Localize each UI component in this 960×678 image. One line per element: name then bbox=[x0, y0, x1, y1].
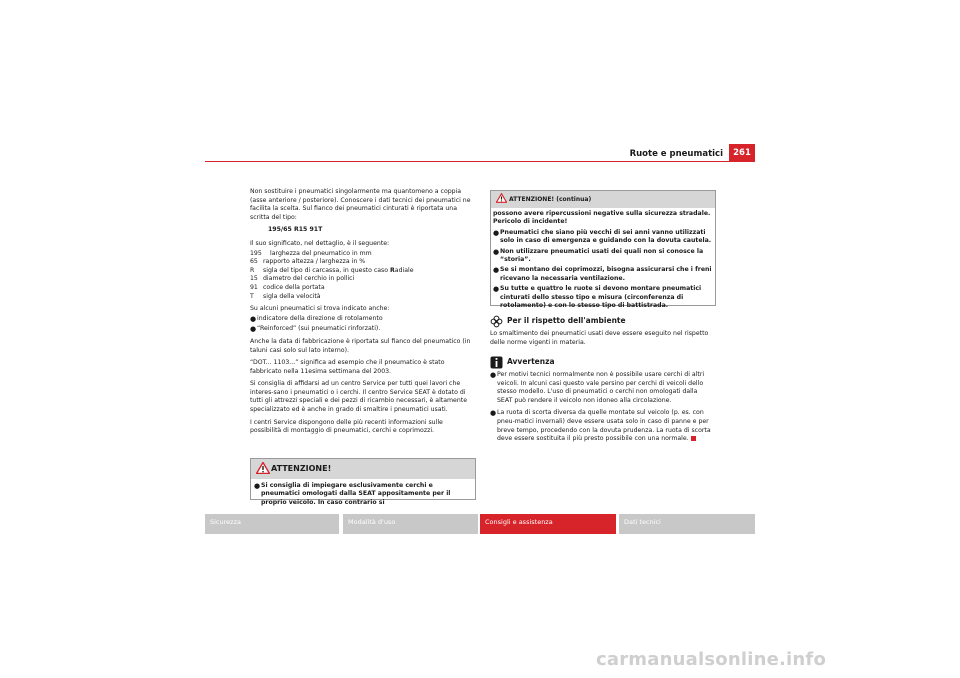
spec-list bbox=[250, 250, 472, 302]
environment-section bbox=[490, 315, 714, 347]
spec-row: 91 codice della portata bbox=[250, 283, 325, 291]
warning-triangle-icon bbox=[496, 193, 507, 203]
paragraph: I centri Service dispongono delle più recenti informazioni sulle possibilità di montaggio di pneumatici, cerchi e coprimozzi. bbox=[250, 418, 443, 435]
paragraph: Il suo significato, nel dettaglio, è il seguente: bbox=[250, 239, 390, 247]
footer-tab-operation[interactable]: Modalità d'uso bbox=[343, 514, 478, 534]
bullet-icon: ● bbox=[493, 247, 500, 256]
paragraph: Si consiglia di affidarsi ad un centro Service per tutti quei lavori che interes-sano i pneumatici o i cerchi. Il centro Service SEAT è dotato di tutti gli attrezzi speciali e dei pezzi di ricambio necessari, è altamente specializzato ed è anche in grado di smaltire i pneumatici usati. bbox=[250, 380, 468, 414]
left-column bbox=[250, 188, 472, 440]
warning-triangle-icon bbox=[256, 462, 270, 474]
footer-tab-safety[interactable]: Sicurezza bbox=[205, 514, 339, 534]
warning-header bbox=[251, 459, 475, 479]
page-number: 261 bbox=[729, 144, 755, 162]
bullet-icon: ● bbox=[250, 325, 257, 334]
list-item: ● Non utilizzare pneumatici usati dei quali non si conosce la “storia”. bbox=[493, 247, 704, 264]
header-title: Ruote e pneumatici bbox=[629, 149, 723, 159]
list-item: ● La ruota di scorta diversa da quelle montate sul veicolo (p. es. con pneu-matici invernali) deve essere usata solo in caso di panne e per breve tempo, procedendo con la dovuta prudenza. La ruota di scorta deve essere sostituita il più presto possibile con una normale. bbox=[490, 409, 711, 443]
list-item: ● Su tutte e quattro le ruote si devono montare pneumatici cinturati dello stesso tipo e misura (circonferenza di rotolamento) e con lo stesso tipo di battistrada. bbox=[493, 285, 702, 310]
list-item: ● Per motivi tecnici normalmente non è possibile usare cerchi di altri veicoli. In alcuni casi questo vale persino per cerchi di veicoli dello stesso modello. L'uso di pneumatici o cerchi non omologati dalla SEAT può rendere il veicolo non idoneo alla circolazione. bbox=[490, 371, 705, 404]
warning-body bbox=[491, 208, 715, 310]
warning-text: ● Si consiglia di impiegare esclusivamente cerchi e pneumatici omologati dalla SEAT appositamente per il proprio veicolo. In caso contrario si bbox=[254, 482, 451, 506]
bullet-icon: ● bbox=[490, 409, 497, 418]
paragraph: Su alcuni pneumatici si trova indicato anche: bbox=[250, 305, 390, 313]
info-icon bbox=[490, 356, 503, 369]
section-text: Lo smaltimento dei pneumatici usati deve essere eseguito nel rispetto delle norme vigenti in materia. bbox=[490, 330, 709, 346]
warning-title: ATTENZIONE! bbox=[271, 464, 332, 473]
warning-title: ATTENZIONE! (continua) bbox=[509, 196, 592, 203]
footer-tab-tips[interactable]: Consigli e assistenza bbox=[480, 514, 616, 534]
warning-lead: possono avere ripercussioni negative sulla sicurezza stradale. Pericolo di incidente! bbox=[493, 210, 711, 226]
note-section bbox=[490, 356, 714, 446]
list-item: ● “Reinforced” (sui pneumatici rinforzati). bbox=[250, 325, 381, 334]
list-item: ● Pneumatici che siano più vecchi di sei anni vanno utilizzati solo in caso di emergenza e guidando con la dovuta cautela. bbox=[493, 228, 712, 245]
warning-continued-box bbox=[490, 190, 716, 310]
footer-tab-technical[interactable]: Dati tecnici bbox=[619, 514, 755, 534]
warning-box bbox=[250, 458, 476, 506]
header-rule bbox=[205, 161, 755, 162]
bullet-icon: ● bbox=[254, 482, 261, 490]
bullet-icon: ● bbox=[490, 371, 497, 379]
list-item: ● indicatore della direzione di rotolamento bbox=[250, 314, 383, 323]
paragraph: “DOT... 1103...” significa ad esempio che il pneumatico è stato fabbricato nella 11esima settimana del 2003. bbox=[250, 359, 445, 375]
flower-icon bbox=[490, 315, 503, 328]
bullet-icon: ● bbox=[493, 228, 500, 237]
paragraph: Non sostituire i pneumatici singolarmente ma quantomeno a coppia (asse anteriore / posteriore). Conoscere i dati tecnici dei pneumatici ne facilita la scelta. Sul fianco dei pneumatici cinturati è riportata una scritta del tipo: bbox=[250, 188, 471, 221]
section-title: Avvertenza bbox=[507, 357, 555, 367]
warning-header bbox=[491, 191, 715, 208]
watermark: carmanualsonline.info bbox=[596, 649, 827, 670]
bullet-icon: ● bbox=[493, 285, 500, 294]
bullet-icon: ● bbox=[493, 266, 500, 275]
spec-row: T sigla della velocità bbox=[250, 292, 321, 300]
bullet-icon: ● bbox=[250, 314, 257, 323]
tire-code: 195/65 R15 91T bbox=[268, 226, 323, 234]
paragraph: Anche la data di fabbricazione è riportata sul fianco del pneumatico (in taluni casi solo sul lato interno). bbox=[250, 337, 471, 354]
spec-row: 15 diametro del cerchio in pollici bbox=[250, 275, 355, 283]
list-item: ● Se si montano dei coprimozzi, bisogna assicurarsi che i freni ricevano la necessaria ventilazione. bbox=[493, 266, 712, 282]
end-mark-icon bbox=[691, 436, 696, 441]
spec-row: 195 larghezza del pneumatico in mm bbox=[250, 249, 372, 257]
spec-row: R sigla del tipo di carcassa, in questo caso Radiale bbox=[250, 266, 414, 274]
section-title: Per il rispetto dell'ambiente bbox=[507, 316, 626, 326]
spec-row: 65 rapporto altezza / larghezza in % bbox=[250, 258, 366, 266]
